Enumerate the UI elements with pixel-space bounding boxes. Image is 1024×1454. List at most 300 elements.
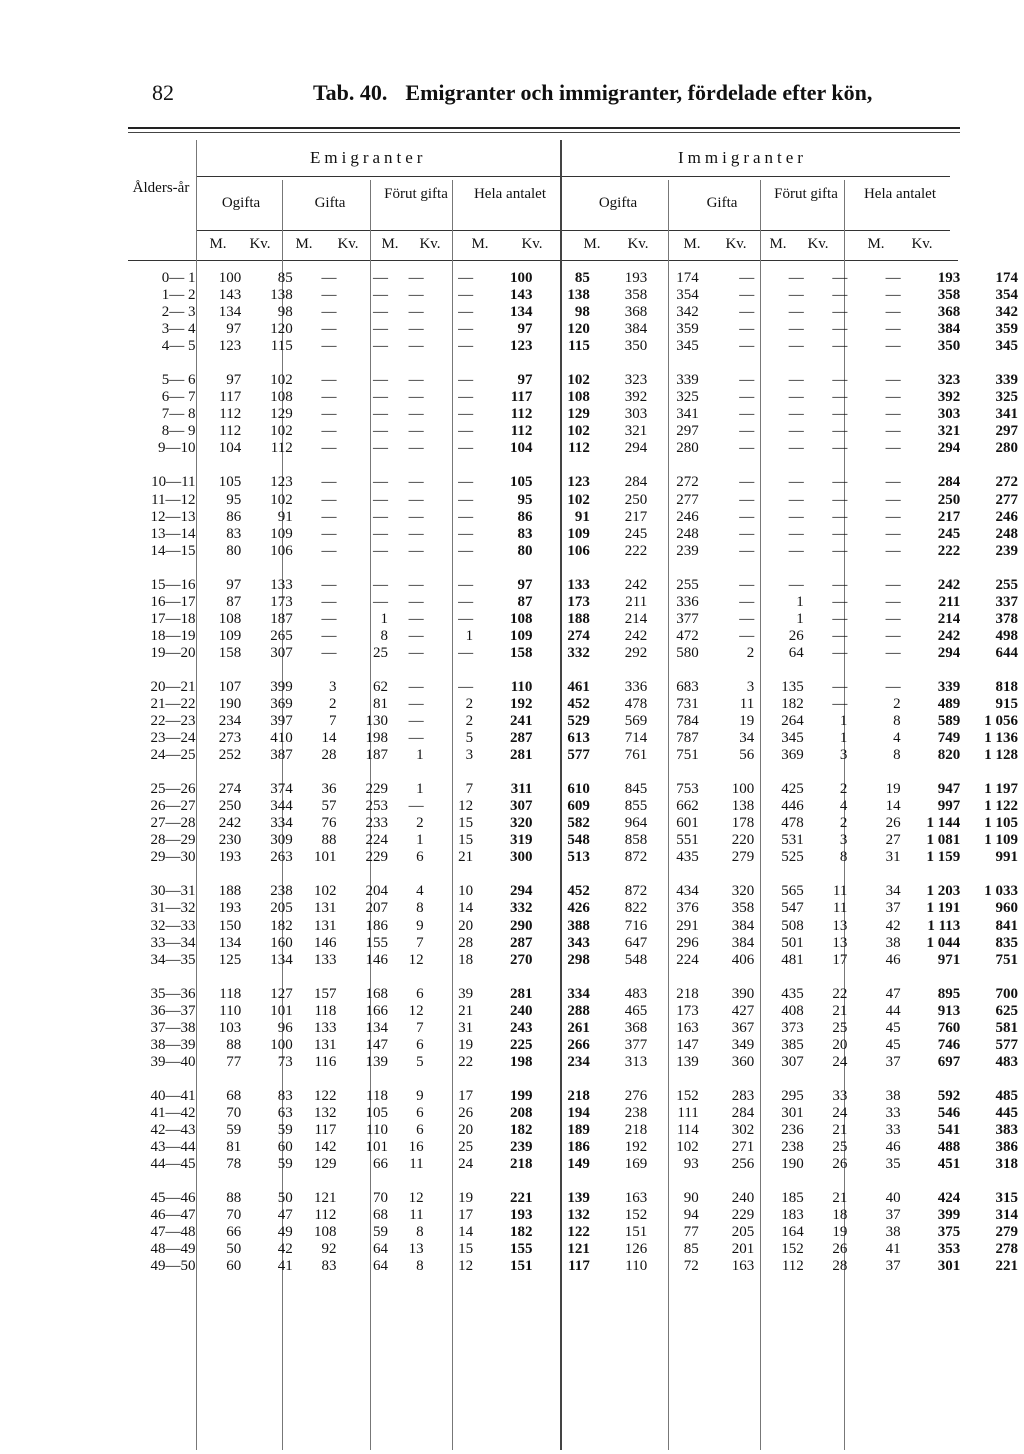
value-cell: 250 — [937, 491, 961, 508]
value-cell: 168 — [365, 985, 388, 1002]
value-cell: 68 — [226, 1087, 242, 1104]
spacer-cell — [128, 969, 1024, 986]
value-cell: 485 — [995, 1087, 1018, 1104]
sex-m-label: M. — [471, 236, 489, 252]
value-cell: 1 — [465, 627, 474, 644]
table-row — [128, 679, 1024, 696]
value-cell: 7 — [465, 781, 474, 798]
value-cell: 193 — [218, 900, 242, 917]
value-cell: 451 — [937, 1156, 961, 1173]
value-cell: 481 — [781, 951, 804, 968]
value-cell: 368 — [937, 304, 961, 321]
value-cell: — — [458, 304, 474, 321]
table-row — [128, 1258, 1024, 1275]
value-cell: — — [321, 644, 337, 661]
value-cell: 1 159 — [926, 849, 961, 866]
value-cell: 214 — [937, 610, 961, 627]
value-cell: 133 — [567, 576, 590, 593]
value-cell: 39 — [458, 985, 474, 1002]
value-cell: — — [372, 270, 388, 287]
value-cell: 81 — [372, 696, 388, 712]
value-cell: — — [885, 525, 901, 542]
value-cell: 239 — [509, 1139, 533, 1156]
value-cell: 280 — [676, 440, 699, 457]
value-cell: 121 — [313, 1190, 337, 1207]
value-cell: 8 — [416, 900, 424, 917]
value-cell: — — [372, 576, 388, 593]
value-cell: 8 — [893, 713, 901, 730]
value-cell: — — [321, 372, 337, 389]
value-cell: 135 — [781, 678, 804, 695]
age-cell: 42—43 — [150, 1121, 196, 1138]
im-forut-gifta-header: Förut gifta — [774, 186, 838, 202]
value-cell: 218 — [567, 1087, 590, 1104]
age-cell: 38—39 — [150, 1036, 196, 1053]
value-cell: 83 — [226, 525, 242, 542]
value-cell: — — [832, 593, 848, 610]
value-cell: — — [788, 576, 804, 593]
im-gifta-header: Gifta — [706, 195, 738, 211]
value-cell: 1 081 — [926, 832, 961, 849]
value-cell: 42 — [277, 1241, 293, 1258]
value-cell: — — [739, 321, 755, 338]
value-cell: 4 — [893, 730, 901, 747]
value-cell: 143 — [218, 287, 242, 304]
value-cell: 761 — [624, 747, 648, 764]
value-cell: — — [458, 576, 474, 593]
value-cell: 204 — [365, 883, 388, 900]
age-cell: 19—20 — [150, 644, 196, 661]
value-cell: 3 — [465, 747, 474, 764]
value-cell: — — [372, 491, 388, 508]
value-cell: 525 — [781, 849, 804, 866]
value-cell: 60 — [226, 1258, 242, 1275]
value-cell: — — [832, 304, 848, 321]
age-cell: 2— 3 — [161, 304, 196, 321]
header-rule — [196, 176, 950, 177]
value-cell: 123 — [567, 474, 590, 491]
value-cell: 120 — [270, 321, 293, 338]
value-cell: 325 — [995, 389, 1018, 406]
value-cell: 354 — [676, 287, 699, 304]
age-cell: 7— 8 — [161, 406, 196, 423]
value-cell: 1 — [839, 730, 848, 747]
table-row — [128, 628, 1024, 645]
value-cell: 155 — [365, 934, 388, 951]
age-cell: 30—31 — [150, 883, 196, 900]
value-cell: 20 — [832, 1036, 848, 1053]
value-cell: 384 — [731, 917, 755, 934]
value-cell: 339 — [676, 372, 699, 389]
em-hela-header: Hela antalet — [473, 186, 547, 202]
value-cell: 78 — [226, 1156, 242, 1173]
sex-m-label: M. — [583, 236, 601, 252]
value-cell: 252 — [218, 747, 242, 764]
value-cell: 19 — [739, 713, 755, 730]
value-cell: — — [788, 304, 804, 321]
value-cell: — — [739, 474, 755, 491]
value-cell: 1 136 — [984, 730, 1018, 747]
value-cell: 102 — [270, 423, 293, 440]
value-cell: — — [372, 525, 388, 542]
value-cell: 190 — [781, 1156, 804, 1173]
value-cell: 18 — [458, 951, 474, 968]
value-cell: 188 — [567, 610, 590, 627]
value-cell: 117 — [314, 1121, 337, 1138]
value-cell: 274 — [218, 781, 242, 798]
value-cell: — — [832, 287, 848, 304]
value-cell: 387 — [270, 747, 293, 764]
value-cell: 529 — [567, 713, 590, 730]
value-cell: 283 — [731, 1087, 755, 1104]
value-cell: 37 — [885, 1053, 901, 1070]
spacer-cell — [128, 764, 1024, 781]
value-cell: 301 — [781, 1104, 804, 1121]
value-cell: 102 — [567, 423, 590, 440]
age-cell: 4— 5 — [161, 338, 196, 355]
value-cell: 24 — [832, 1053, 848, 1070]
value-cell: — — [321, 576, 337, 593]
value-cell: 21 — [458, 1002, 474, 1019]
value-cell: 239 — [676, 542, 699, 559]
value-cell: 6 — [416, 985, 424, 1002]
age-cell: 36—37 — [150, 1002, 196, 1019]
value-cell: — — [408, 474, 424, 491]
value-cell: 201 — [731, 1241, 755, 1258]
value-cell: 580 — [676, 644, 699, 661]
value-cell: — — [458, 491, 474, 508]
value-cell: 240 — [731, 1190, 755, 1207]
age-cell: 33—34 — [150, 934, 196, 951]
value-cell: 24 — [458, 1156, 474, 1173]
value-cell: 17 — [832, 951, 848, 968]
table-row — [128, 1088, 1024, 1105]
value-cell: 50 — [277, 1190, 293, 1207]
value-cell: 104 — [218, 440, 242, 457]
value-cell: 97 — [226, 576, 242, 593]
value-cell: — — [372, 440, 388, 457]
table-row — [128, 1139, 1024, 1156]
age-cell: 46—47 — [150, 1207, 196, 1224]
value-cell: 123 — [270, 474, 293, 491]
table-number: Tab. 40. — [313, 80, 388, 105]
value-cell: — — [408, 321, 424, 338]
value-cell: 220 — [731, 832, 755, 849]
value-cell: 88 — [321, 832, 337, 849]
value-cell: — — [788, 474, 804, 491]
value-cell: 192 — [509, 696, 533, 712]
value-cell: 321 — [937, 423, 961, 440]
value-cell: — — [885, 474, 901, 491]
value-cell: 13 — [832, 917, 848, 934]
group-spacer — [128, 1173, 1024, 1190]
value-cell: — — [372, 474, 388, 491]
sex-kv-label: Kv. — [521, 236, 543, 252]
value-cell: 158 — [509, 644, 533, 661]
value-cell: 230 — [218, 832, 242, 849]
value-cell: 192 — [624, 1139, 648, 1156]
value-cell: 155 — [509, 1241, 533, 1258]
value-cell: 218 — [624, 1121, 648, 1138]
value-cell: 1 144 — [926, 815, 961, 832]
value-cell: 12 — [408, 951, 424, 968]
age-cell: 16—17 — [150, 593, 196, 610]
value-cell: 112 — [270, 440, 293, 457]
value-cell: 26 — [885, 815, 901, 832]
age-cell: 17—18 — [150, 610, 196, 627]
value-cell: 142 — [313, 1139, 337, 1156]
value-cell: 108 — [567, 389, 590, 406]
value-cell: 359 — [676, 321, 699, 338]
value-cell: 1 191 — [926, 900, 961, 917]
value-cell: 1 — [796, 593, 804, 610]
value-cell: 592 — [937, 1087, 961, 1104]
value-cell: — — [372, 338, 388, 355]
value-cell: — — [458, 678, 474, 695]
value-cell: 47 — [885, 985, 901, 1002]
value-cell: 25 — [372, 644, 388, 661]
value-cell: — — [408, 338, 424, 355]
value-cell: 233 — [365, 815, 388, 832]
value-cell: 133 — [313, 951, 337, 968]
value-cell: 397 — [270, 713, 293, 730]
value-cell: 187 — [270, 610, 293, 627]
value-cell: 376 — [676, 900, 699, 917]
age-cell: 11—12 — [151, 491, 196, 508]
value-cell: 751 — [676, 747, 699, 764]
value-cell: — — [832, 440, 848, 457]
table-row — [128, 389, 1024, 406]
value-cell: 582 — [567, 815, 590, 832]
value-cell: 26 — [832, 1156, 848, 1173]
value-cell: 303 — [937, 406, 961, 423]
table-row — [128, 696, 1024, 713]
value-cell: 36 — [321, 781, 337, 798]
value-cell: 112 — [219, 406, 242, 423]
value-cell: 384 — [624, 321, 648, 338]
value-cell: 753 — [676, 781, 699, 798]
value-cell: 297 — [676, 423, 699, 440]
value-cell: 472 — [676, 627, 699, 644]
table-row — [128, 900, 1024, 917]
value-cell: 123 — [218, 338, 242, 355]
value-cell: 1 105 — [984, 815, 1018, 832]
value-cell: 281 — [509, 747, 533, 764]
value-cell: 42 — [885, 917, 901, 934]
value-cell: 386 — [995, 1139, 1018, 1156]
value-cell: — — [885, 440, 901, 457]
value-cell: 121 — [567, 1241, 590, 1258]
value-cell: — — [832, 525, 848, 542]
value-cell: 256 — [731, 1156, 755, 1173]
table-row — [128, 1207, 1024, 1224]
value-cell: 294 — [937, 644, 961, 661]
group-spacer — [128, 662, 1024, 679]
value-cell: 700 — [995, 985, 1018, 1002]
value-cell: 281 — [509, 985, 533, 1002]
value-cell: 70 — [226, 1104, 242, 1121]
value-cell: 131 — [313, 1036, 337, 1053]
value-cell: 122 — [313, 1087, 337, 1104]
value-cell: 12 — [408, 1190, 424, 1207]
spacer-cell — [128, 866, 1024, 883]
value-cell: 358 — [731, 900, 755, 917]
value-cell: 20 — [458, 917, 474, 934]
value-cell: 307 — [270, 644, 293, 661]
value-cell: 112 — [781, 1258, 804, 1275]
value-cell: 7 — [416, 1019, 424, 1036]
value-cell: 294 — [937, 440, 961, 457]
group-spacer — [128, 969, 1024, 986]
value-cell: 166 — [365, 1002, 388, 1019]
group-spacer — [128, 560, 1024, 577]
value-cell: 229 — [731, 1207, 755, 1224]
value-cell: 498 — [995, 627, 1018, 644]
value-cell: 134 — [270, 951, 293, 968]
table-row — [128, 594, 1024, 611]
value-cell: 246 — [995, 508, 1018, 525]
value-cell: — — [739, 270, 755, 287]
value-cell: 434 — [676, 883, 699, 900]
value-cell: — — [885, 542, 901, 559]
value-cell: 88 — [226, 1190, 242, 1207]
value-cell: — — [372, 423, 388, 440]
value-cell: 271 — [731, 1139, 755, 1156]
age-cell: 5— 6 — [161, 372, 196, 389]
age-cell: 15—16 — [150, 576, 196, 593]
value-cell: 17 — [458, 1207, 474, 1224]
value-cell: 97 — [226, 372, 242, 389]
sex-m-label: M. — [769, 236, 787, 252]
value-cell: 320 — [509, 815, 533, 832]
value-cell: 565 — [781, 883, 804, 900]
value-cell: 229 — [365, 849, 388, 866]
value-cell: 294 — [624, 440, 648, 457]
value-cell: 129 — [270, 406, 293, 423]
value-cell: 446 — [781, 798, 804, 815]
value-cell: 325 — [676, 389, 699, 406]
value-cell: 80 — [226, 542, 242, 559]
value-cell: 205 — [270, 900, 293, 917]
age-cell: 9—10 — [158, 440, 196, 457]
table-row — [128, 1122, 1024, 1139]
value-cell: 272 — [995, 474, 1018, 491]
value-cell: 1 — [416, 781, 424, 798]
value-cell: 44 — [885, 1002, 901, 1019]
value-cell: 27 — [885, 832, 901, 849]
spacer-cell — [128, 560, 1024, 577]
value-cell: 98 — [277, 304, 293, 321]
value-cell: 427 — [731, 1002, 755, 1019]
age-cell: 20—21 — [150, 678, 196, 695]
value-cell: — — [832, 406, 848, 423]
value-cell: — — [739, 542, 755, 559]
value-cell: 855 — [624, 798, 648, 815]
value-cell: 12 — [458, 1258, 474, 1275]
value-cell: 323 — [937, 372, 961, 389]
value-cell: 109 — [270, 525, 293, 542]
value-cell: 1 — [839, 713, 848, 730]
value-cell: 541 — [937, 1121, 961, 1138]
value-cell: 426 — [567, 900, 590, 917]
im-hela-header: Hela antalet — [863, 186, 937, 202]
value-cell: 238 — [270, 883, 293, 900]
value-cell: 174 — [995, 270, 1018, 287]
age-cell: 35—36 — [150, 985, 196, 1002]
value-cell: 1 122 — [984, 798, 1018, 815]
value-cell: 302 — [731, 1121, 755, 1138]
value-cell: 255 — [676, 576, 699, 593]
im-ogifta-header: Ogifta — [598, 195, 638, 211]
value-cell: 150 — [218, 917, 242, 934]
value-cell: 97 — [517, 372, 533, 389]
value-cell: 178 — [731, 815, 755, 832]
value-cell: 384 — [937, 321, 961, 338]
value-cell: — — [885, 304, 901, 321]
page-number: 82 — [152, 80, 174, 105]
value-cell: 337 — [995, 593, 1018, 610]
value-cell: 151 — [509, 1258, 533, 1275]
value-cell: — — [832, 508, 848, 525]
value-cell: 132 — [313, 1104, 337, 1121]
value-cell: 183 — [781, 1207, 804, 1224]
value-cell: 101 — [313, 849, 337, 866]
value-cell: — — [739, 593, 755, 610]
value-cell: 313 — [624, 1053, 648, 1070]
value-cell: 112 — [219, 423, 242, 440]
value-cell: — — [832, 610, 848, 627]
value-cell: 354 — [995, 287, 1018, 304]
value-cell: 548 — [624, 951, 648, 968]
value-cell: 182 — [781, 696, 804, 712]
value-cell: — — [832, 491, 848, 508]
value-cell: 297 — [995, 423, 1018, 440]
age-cell: 21—22 — [150, 696, 196, 712]
value-cell: 19 — [885, 781, 901, 798]
value-cell: 31 — [885, 849, 901, 866]
value-cell: 143 — [509, 287, 533, 304]
value-cell: 2 — [465, 713, 474, 730]
value-cell: 72 — [683, 1258, 699, 1275]
value-cell: — — [788, 440, 804, 457]
value-cell: 115 — [270, 338, 293, 355]
value-cell: 104 — [509, 440, 533, 457]
value-cell: 221 — [995, 1258, 1018, 1275]
value-cell: 339 — [995, 372, 1018, 389]
value-cell: 489 — [937, 696, 961, 712]
value-cell: 8 — [839, 849, 848, 866]
value-cell: 147 — [676, 1036, 699, 1053]
value-cell: 913 — [937, 1002, 961, 1019]
value-cell: 461 — [567, 678, 590, 695]
value-cell: — — [408, 644, 424, 661]
value-cell: 238 — [624, 1104, 648, 1121]
value-cell: 40 — [885, 1190, 901, 1207]
value-cell: — — [321, 321, 337, 338]
value-cell: — — [885, 338, 901, 355]
value-cell: 2 — [839, 815, 848, 832]
value-cell: 64 — [788, 644, 804, 661]
em-forut-gifta-header: Förut gifta — [384, 186, 448, 202]
value-cell: 108 — [218, 610, 242, 627]
value-cell: 2 — [839, 781, 848, 798]
value-cell: 25 — [832, 1019, 848, 1036]
value-cell: 2 — [465, 696, 474, 712]
value-cell: 647 — [624, 934, 648, 951]
value-cell: 102 — [313, 883, 337, 900]
value-cell: 7 — [416, 934, 424, 951]
age-cell: 27—28 — [150, 815, 196, 832]
